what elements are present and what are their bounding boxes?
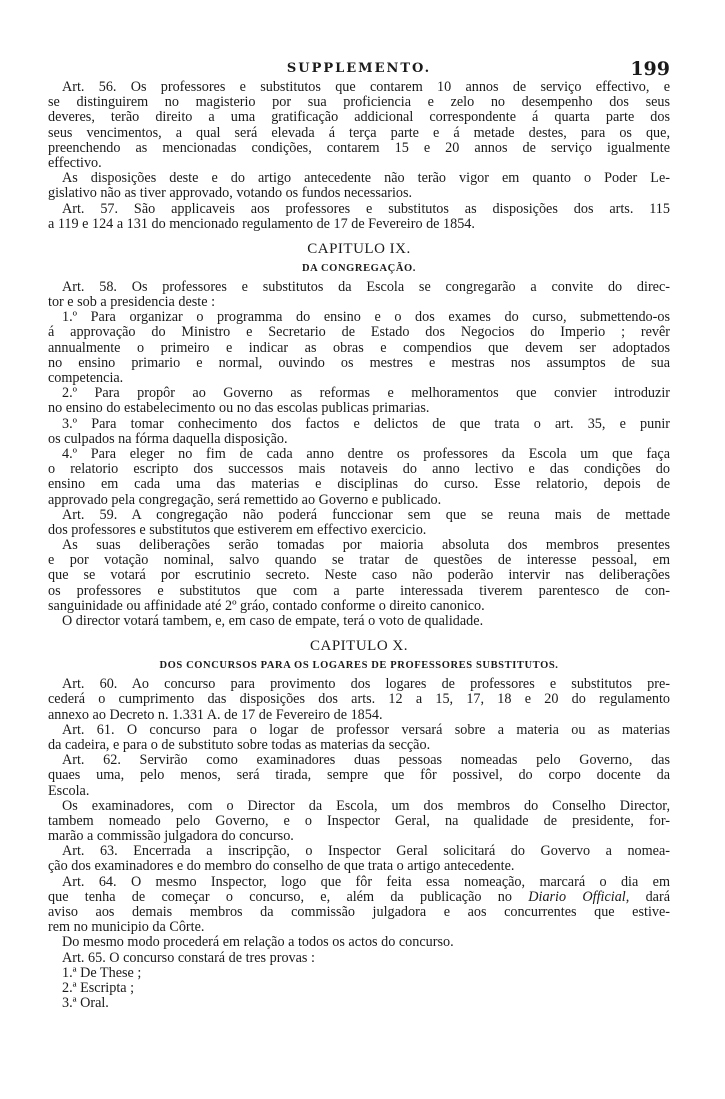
text-line: gislativo não as tiver approvado, votando os fundos necessarios.	[48, 186, 413, 202]
articles-56-57	[48, 80, 670, 232]
article-65	[48, 935, 670, 965]
articles-58-59	[48, 280, 670, 629]
paragraph	[48, 538, 670, 614]
text-line: tambem nomeado pelo Governo, e o Inspector Geral, na qualidade de presidente, for-	[48, 813, 670, 829]
text-line: Art. 61. O concurso para o logar de professor versará sobre a materia ou as materias	[62, 722, 670, 738]
text-line: aviso aos demais membros da commissão julgadora e aos concurrentes que estive-	[48, 905, 670, 920]
text-line: effectivo.	[48, 155, 102, 171]
page-number: 199	[630, 58, 670, 80]
chapter-x-title: CAPITULO X.	[310, 638, 408, 655]
text-line	[48, 890, 670, 905]
paragraph	[48, 386, 670, 416]
text-line: sanguinidade ou affinidade até 2º gráo, contado conforme o direito canonico.	[48, 598, 485, 614]
text-line: As disposições deste e do artigo antecedente não terão vigor em quanto o Poder Le-	[62, 171, 670, 187]
chapter-ix-title: CAPITULO IX.	[307, 240, 411, 257]
text-line: o relatorio escripto dos successos mais notaveis do anno lectivo e das condições do	[48, 462, 670, 478]
text-line: Art. 59. A congregação não poderá funccionar sem que se reuna mais de mettade	[62, 507, 670, 523]
text-line: 4.º Para eleger no fim de cada anno dentre os professores da Escola um que faça	[62, 446, 670, 462]
text-line: Art. 57. São applicaveis aos professores e substitutos as disposições dos arts. 115	[62, 201, 670, 217]
text-line: 1.º Para organizar o programma do ensino e o dos exames do curso, submettendo-os	[62, 310, 670, 326]
text-line: Escola.	[48, 783, 90, 799]
paragraph	[48, 677, 670, 723]
text-span: que tenha de começar o concurso, e, além da publicação no	[48, 889, 529, 905]
article-64	[48, 875, 670, 936]
text-line: e por votação nominal, salvo quando se tratar de questões de interesse pessoal, em	[48, 553, 670, 569]
text-line: tor e sob a presidencia deste :	[48, 295, 216, 311]
text-line: 2.º Para propôr ao Governo as reformas e melhoramentos que convier introduzir	[62, 386, 670, 402]
text-line: Os examinadores, com o Director da Escola, um dos membros do Conselho Director,	[62, 798, 670, 814]
paragraph	[48, 447, 670, 508]
italic-title: Diario Official,	[528, 889, 630, 905]
text-line: marão a commissão julgadora do concurso.	[48, 829, 294, 845]
text-line: O director votará tambem, e, em caso de empate, terá o voto de qualidade.	[62, 614, 484, 629]
articles-60-63	[48, 677, 670, 874]
paragraph	[48, 753, 670, 799]
text-line: Art. 58. Os professores e substitutos da Escola se congregarão a convite do direc-	[62, 279, 670, 295]
text-line: Art. 56. Os professores e substitutos que contarem 10 annos de serviço effectivo, e	[62, 80, 670, 95]
text-line: se distinguirem no magisterio por sua proficiencia e zelo no desempenho dos seus	[48, 95, 670, 111]
text-line: os culpados na fórma daquella disposição.	[48, 431, 288, 447]
chapter-ix-subtitle: DA CONGREGAÇÃO.	[301, 262, 416, 274]
paragraph	[48, 80, 670, 171]
document-page	[48, 58, 670, 1011]
text-line: que se votará por escrutinio secreto. Neste caso não poderão intervir nas deliberações	[48, 568, 670, 584]
text-line: dos professores e substitutos que estiverem em effectivo exercicio.	[48, 522, 427, 538]
paragraph	[48, 202, 670, 232]
text-line: Art. 63. Encerrada a inscripção, o Inspector Geral solicitará do Govervo a nomea-	[62, 844, 670, 860]
paragraph	[48, 799, 670, 845]
chapter-x-subtitle: DOS CONCURSOS PARA OS LOGARES DE PROFESSORES SUBSTITUTOS.	[159, 660, 559, 672]
text-line: ção dos examinadores e do membro do conselho de que trata o artigo antecedente.	[48, 859, 515, 875]
text-span: dará	[629, 889, 670, 905]
text-line: Art. 64. O mesmo Inspector, logo que fôr feita essa nomeação, marcará o dia em	[62, 874, 670, 890]
paragraph	[48, 280, 670, 310]
text-line: no ensino primario e normal, ouvindo os mestres e mestras nos assumptos de sua	[48, 355, 670, 371]
paragraph	[48, 417, 670, 447]
list-item: 3.ª Oral.	[62, 996, 109, 1012]
text-line: approvado pela congregação, será remettido ao Governo e publicado.	[48, 492, 442, 508]
paragraph	[48, 508, 670, 538]
text-line: annualmente o primeiro e indicar as obras e compendios que devem ser adoptados	[48, 340, 670, 356]
text-line: seus vencimentos, a qual será elevada á terça parte e á metade destes, para os que,	[48, 125, 670, 141]
text-line: Art. 65. O concurso constará de tres provas :	[62, 950, 315, 966]
paragraph	[48, 171, 670, 201]
text-line: rem no municipio da Côrte.	[48, 920, 205, 936]
paragraph	[48, 310, 670, 386]
text-line: 3.º Para tomar conhecimento dos factos e delictos de que trata o art. 35, e punir	[62, 416, 670, 432]
list-item: 1.ª De These ;	[62, 965, 142, 981]
paragraph	[48, 935, 670, 950]
paragraph	[48, 951, 670, 966]
text-line: os professores e substitutos que com a parte interessada tiverem parentesco de con-	[48, 583, 670, 599]
text-line: deveres, terão direito a uma gratificação addicional correspondente á quarta parte dos	[48, 110, 670, 126]
provas-list	[48, 966, 670, 1012]
paragraph	[48, 614, 670, 629]
text-line: quaes uma, pelo menos, será tirada, sempre que fôr possivel, do corpo docente da	[48, 768, 670, 784]
paragraph	[48, 723, 670, 753]
text-line: As suas deliberações serão tomadas por maioria absoluta dos membros presentes	[62, 538, 670, 554]
list-item: 2.ª Escripta ;	[62, 980, 135, 996]
text-line: Art. 62. Servirão como examinadores duas pessoas nomeadas pelo Governo, das	[62, 753, 670, 769]
running-title: SUPPLEMENTO.	[286, 61, 432, 76]
text-line: a 119 e 124 a 131 do mencionado regulamento de 17 de Fevereiro de 1854.	[48, 216, 475, 232]
text-line: ensino em cada uma das materias e disciplinas do curso. Esse relatorio, depois de	[48, 477, 670, 493]
text-line: preenchendo as mencionadas condições, contarem 15 e 20 annos de serviço igualmente	[48, 140, 670, 156]
text-line: Do mesmo modo procederá em relação a todos os actos do concurso.	[62, 935, 454, 951]
page-header	[48, 58, 670, 80]
text-line: cederá o cumprimento das disposições dos arts. 12 a 15, 17, 18 e 20 do regulamento	[48, 692, 670, 708]
text-line: competencia.	[48, 371, 124, 386]
text-line: no ensino do estabelecimento ou no das escolas publicas primarias.	[48, 401, 430, 417]
text-line: Art. 60. Ao concurso para provimento dos logares de professores e substitutos pre-	[62, 677, 670, 693]
text-line: á approvação do Ministro e Secretario de Estado dos Negocios do Imperio ; revêr	[48, 325, 670, 341]
text-line: annexo ao Decreto n. 1.331 A. de 17 de Fevereiro de 1854.	[48, 707, 383, 723]
text-line: da cadeira, e para o de substituto sobre todas as materias da secção.	[48, 737, 431, 753]
paragraph	[48, 844, 670, 874]
